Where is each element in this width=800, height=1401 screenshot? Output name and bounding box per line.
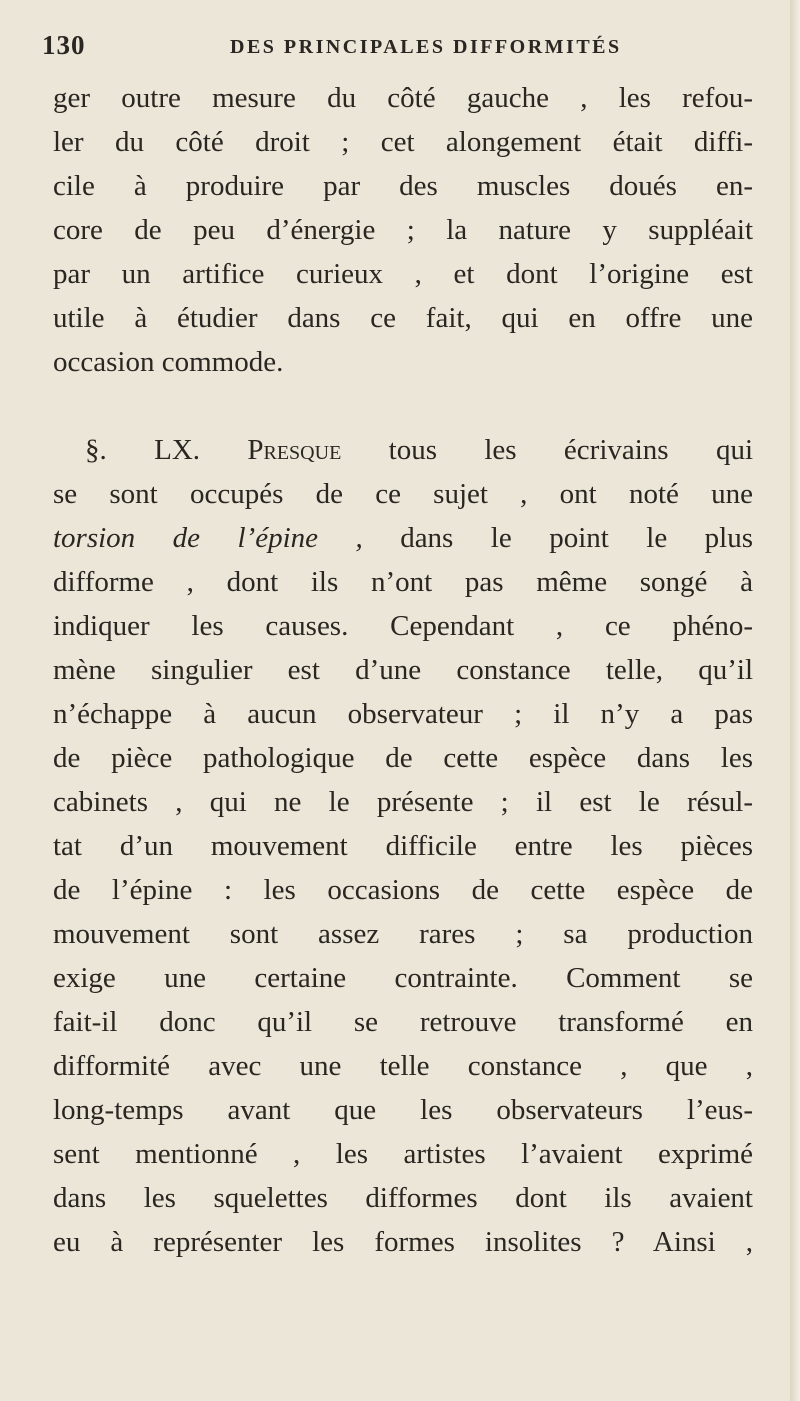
text-line: core de peu d’énergie ; la nature y suppléait xyxy=(53,214,753,246)
text-line: de pièce pathologique de cette espèce dans les xyxy=(53,742,753,774)
text-line: de l’épine : les occasions de cette espèce de xyxy=(53,874,753,906)
text-line: cile à produire par des muscles doués en- xyxy=(53,170,753,202)
text-line: exige une certaine contrainte. Comment se xyxy=(53,962,753,994)
text-line: occasion commode. xyxy=(53,346,284,378)
text-line: sent mentionné , les artistes l’avaient exprimé xyxy=(53,1138,753,1170)
text-line: indiquer les causes. Cependant , ce phéno- xyxy=(53,610,753,642)
paragraph-1 xyxy=(53,76,753,384)
running-head xyxy=(42,30,742,70)
text-line: difforme , dont ils n’ont pas même songé à xyxy=(53,566,753,598)
text-line: par un artifice curieux , et dont l’origine est xyxy=(53,258,753,290)
page-number: 130 xyxy=(42,30,86,60)
line-rest: dans le point le plus xyxy=(400,522,754,554)
text-line: ler du côté droit ; cet alongement était diffi- xyxy=(53,126,753,158)
text-line xyxy=(53,428,753,472)
text-line: fait-il donc qu’il se retrouve transformé en xyxy=(53,1006,753,1038)
text-line: long-temps avant que les observateurs l’eus- xyxy=(53,1094,753,1126)
text-line: difformité avec une telle constance , que , xyxy=(53,1050,753,1082)
text-line: utile à étudier dans ce fait, qui en offre une xyxy=(53,302,753,334)
text-line xyxy=(53,516,753,560)
paragraph-2 xyxy=(53,428,753,1264)
text-line: ger outre mesure du côté gauche , les refou- xyxy=(53,82,753,114)
text-line: mouvement sont assez rares ; sa production xyxy=(53,918,753,950)
line-rest: tous les écrivains qui xyxy=(388,434,753,466)
text-line: tat d’un mouvement difficile entre les pièces xyxy=(53,830,753,862)
paragraph-gap xyxy=(53,384,753,428)
text-line: eu à représenter les formes insolites ? Ainsi , xyxy=(53,1226,753,1258)
page-edge xyxy=(790,0,800,1401)
running-title: DES PRINCIPALES DIFFORMITÉS xyxy=(230,36,622,58)
text-line: se sont occupés de ce sujet , ont noté une xyxy=(53,478,753,510)
text-line: cabinets , qui ne le présente ; il est le résul- xyxy=(53,786,753,818)
text-line: n’échappe à aucun observateur ; il n’y a pas xyxy=(53,698,753,730)
italic-phrase: torsion de l’épine , xyxy=(53,522,363,554)
text-line: dans les squelettes difformes dont ils avaient xyxy=(53,1182,753,1214)
lead-word: Presque xyxy=(247,434,342,466)
body-text xyxy=(53,76,753,1264)
section-mark: §. LX. xyxy=(85,434,201,466)
text-line: mène singulier est d’une constance telle, qu’il xyxy=(53,654,753,686)
